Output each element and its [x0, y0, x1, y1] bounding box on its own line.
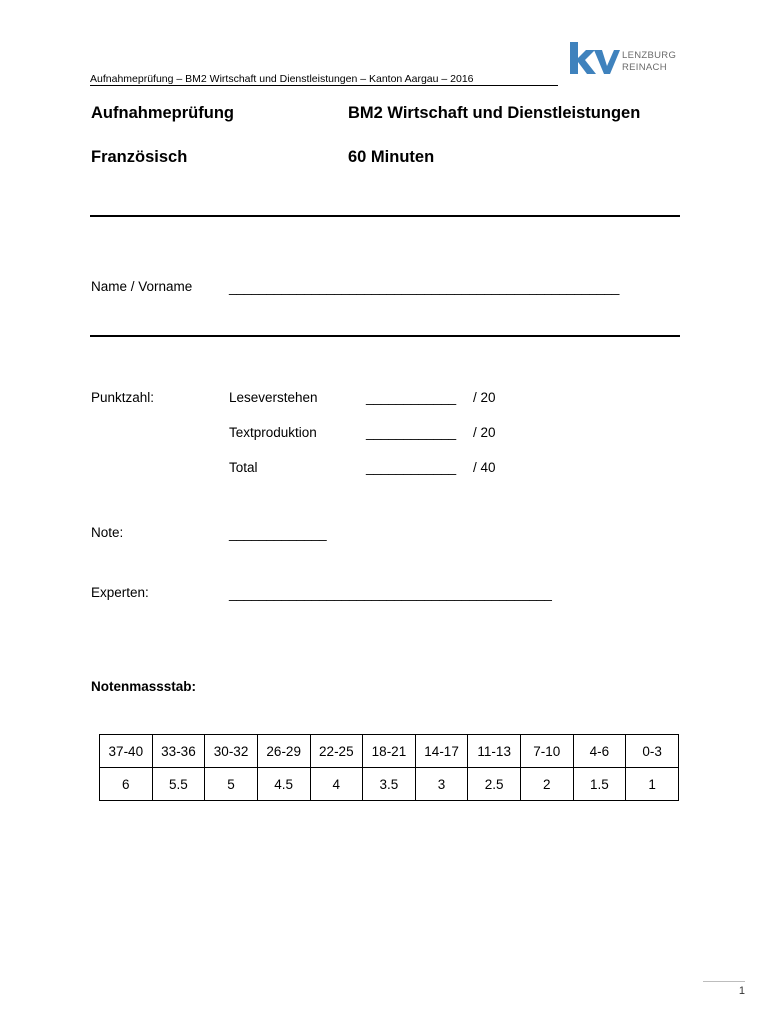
footer-rule — [703, 981, 745, 982]
section-divider-middle — [90, 335, 680, 337]
points-cell: 14-17 — [415, 735, 468, 768]
score-row-label-reading: Leseverstehen — [229, 390, 318, 405]
grade-cell: 4 — [310, 768, 363, 801]
header-rule — [90, 85, 558, 86]
score-row-label-total: Total — [229, 460, 258, 475]
name-label: Name / Vorname — [91, 279, 193, 294]
grading-scale-table — [99, 734, 679, 801]
program-title: BM2 Wirtschaft und Dienstleistungen — [348, 104, 641, 122]
grade-cell: 3 — [415, 768, 468, 801]
grade-cell: 6 — [100, 768, 153, 801]
experts-label: Experten: — [91, 585, 149, 600]
logo-text-line1: LENZBURG — [622, 50, 677, 61]
points-cell: 18-21 — [363, 735, 416, 768]
grade-cell: 1.5 — [573, 768, 626, 801]
points-cell: 4-6 — [573, 735, 626, 768]
points-cell: 7-10 — [521, 735, 574, 768]
note-blank[interactable]: _____________ — [229, 526, 327, 541]
points-cell: 33-36 — [152, 735, 205, 768]
subject-title: Französisch — [91, 148, 188, 166]
score-row-blank-writing[interactable]: ____________ — [366, 425, 457, 440]
kv-logo-mark — [570, 42, 620, 74]
experts-blank[interactable]: ___________________________________________ — [229, 586, 552, 601]
points-row — [100, 735, 679, 768]
grading-scale-title: Notenmassstab: — [91, 679, 197, 694]
score-row-max-total: / 40 — [473, 460, 496, 475]
grade-cell: 2.5 — [468, 768, 521, 801]
score-row-blank-reading[interactable]: ____________ — [366, 390, 457, 405]
name-blank[interactable]: ____________________________________________________ — [229, 280, 620, 295]
score-row-max-writing: / 20 — [473, 425, 496, 440]
school-logo — [564, 40, 684, 80]
grade-cell: 3.5 — [363, 768, 416, 801]
running-header: Aufnahmeprüfung – BM2 Wirtschaft und Dienstleistungen – Kanton Aargau – 2016 — [90, 73, 474, 85]
logo-text-line2: REINACH — [622, 62, 667, 73]
exam-title: Aufnahmeprüfung — [91, 104, 234, 122]
points-cell: 26-29 — [257, 735, 310, 768]
note-label: Note: — [91, 525, 124, 540]
points-cell: 11-13 — [468, 735, 521, 768]
grade-cell: 5 — [205, 768, 258, 801]
score-label: Punktzahl: — [91, 390, 155, 405]
points-cell: 30-32 — [205, 735, 258, 768]
points-cell: 0-3 — [626, 735, 679, 768]
grade-cell: 1 — [626, 768, 679, 801]
section-divider-top — [90, 215, 680, 217]
score-row-blank-total[interactable]: ____________ — [366, 460, 457, 475]
grade-cell: 4.5 — [257, 768, 310, 801]
grade-cell: 5.5 — [152, 768, 205, 801]
grades-row — [100, 768, 679, 801]
points-cell: 37-40 — [100, 735, 153, 768]
grade-cell: 2 — [521, 768, 574, 801]
score-row-label-writing: Textproduktion — [229, 425, 317, 440]
score-row-max-reading: / 20 — [473, 390, 496, 405]
page-number: 1 — [738, 985, 745, 997]
points-cell: 22-25 — [310, 735, 363, 768]
duration-title: 60 Minuten — [348, 148, 435, 166]
